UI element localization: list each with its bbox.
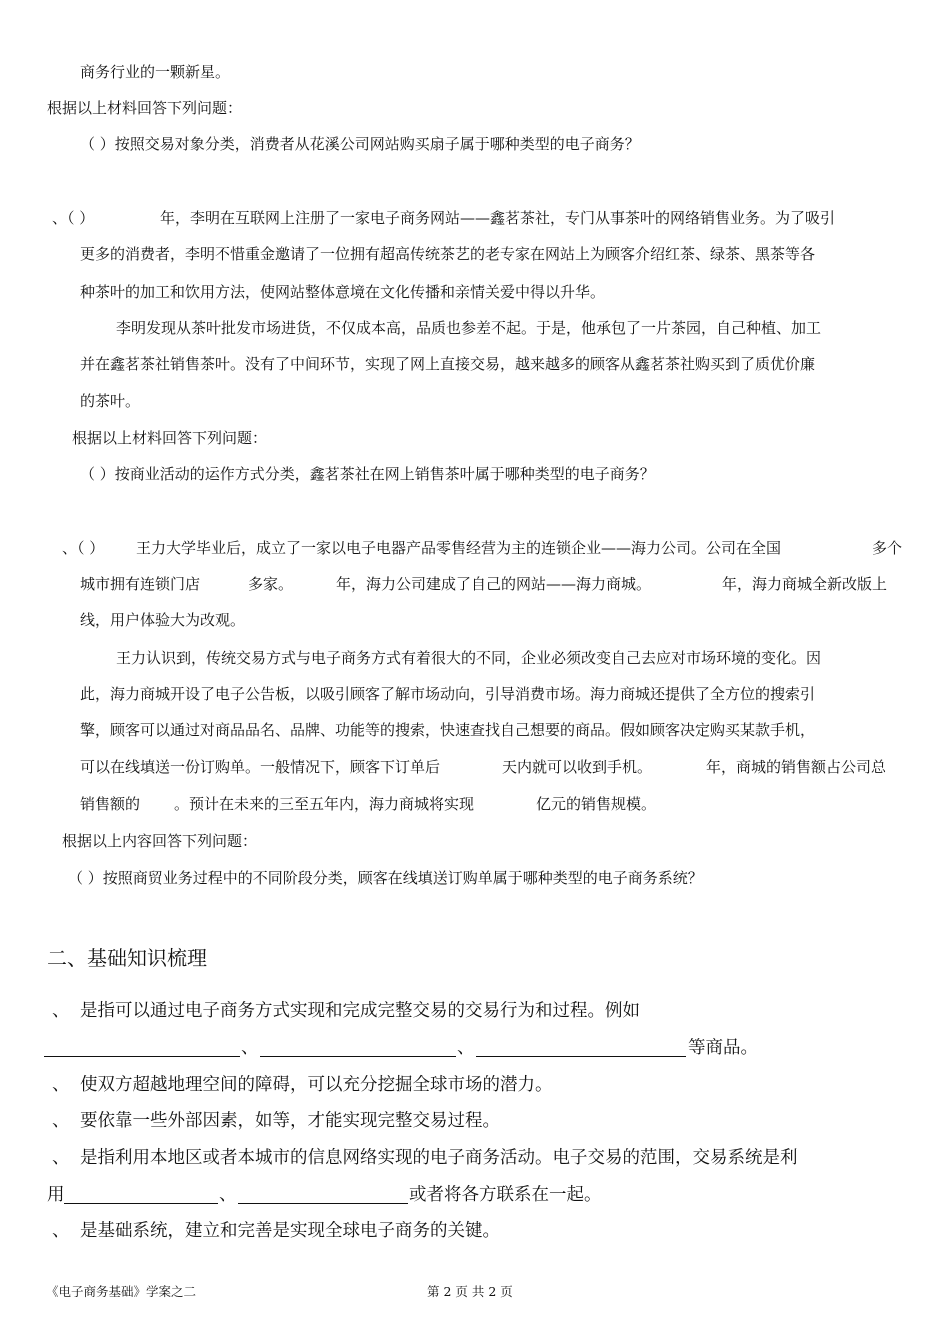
list-item-text: 是指利用本地区或者本城市的信息网络实现的电子商务活动。电子交易的范围，交易系统是利 (80, 1148, 798, 1168)
paragraph-line: 多个 (872, 539, 903, 557)
paragraph-line: 并在鑫茗茶社销售茶叶。没有了中间环节，实现了网上直接交易，越来越多的顾客从鑫茗茶社购买到了质优价廉 (80, 355, 816, 373)
paragraph-line: 天内就可以收到手机。 (502, 758, 653, 776)
paragraph-line: 年，商城的销售额占公司总 (706, 758, 887, 776)
list-item-text: 要依靠一些外部因素，如等，才能实现完整交易过程。 (80, 1111, 500, 1131)
paragraph-line: 的茶叶。 (80, 392, 141, 410)
answer-blank[interactable] (238, 1203, 408, 1204)
paragraph-line: 销售额的 (80, 795, 141, 813)
paragraph-line: 李明发现从茶叶批发市场进货，不仅成本高，品质也参差不起。于是，他承包了一片茶园，自己种植、加工 (116, 319, 822, 337)
item-marker: 、（ ） (52, 209, 95, 227)
question-line: （ ）按照交易对象分类，消费者从花溪公司网站购买扇子属于哪种类型的电子商务？ (80, 135, 640, 153)
footer-page-number: 第 2 页 共 2 页 (427, 1284, 513, 1299)
item-marker: 、 (52, 1075, 70, 1095)
answer-blank[interactable] (44, 1056, 240, 1057)
paragraph-line: 此，海力商城开设了电子公告板，以吸引顾客了解市场动向，引导消费市场。海力商城还提供了全方位的搜索引 (80, 685, 816, 703)
section-heading: 二、基础知识梳理 (47, 946, 207, 970)
paragraph-line: 王力认识到，传统交易方式与电子商务方式有着很大的不同，企业必须改变自己去应对市场环境的变化。因 (116, 649, 822, 667)
paragraph-line: 王力大学毕业后，成立了一家以电子电器产品零售经营为主的连锁企业——海力公司。公司在全国 (136, 539, 782, 557)
footer-course-title: 《电子商务基础》学案之二 (46, 1284, 197, 1299)
question-line: （ ）按照商贸业务过程中的不同阶段分类，顾客在线填送订购单属于哪种类型的电子商务系统？ (68, 869, 703, 887)
list-item-text: 等商品。 (688, 1038, 758, 1058)
paragraph-line: 。预计在未来的三至五年内，海力商城将实现 (174, 795, 475, 813)
paragraph-line: 年，海力公司建成了自己的网站——海力商城。 (336, 575, 652, 593)
question-prompt: 根据以上材料回答下列问题： (47, 99, 243, 117)
item-marker: 、 (52, 1221, 70, 1241)
separator: 、 (241, 1038, 259, 1058)
paragraph-line: 年，李明在互联网上注册了一家电子商务网站——鑫茗茶社，专门从事茶叶的网络销售业务。为了吸引 (160, 209, 836, 227)
separator: 、 (457, 1038, 475, 1058)
item-marker: 、（ ） (62, 539, 105, 557)
paragraph-line: 擎，顾客可以通过对商品品名、品牌、功能等的搜索，快速查找自己想要的商品。假如顾客决定购买某款手机， (80, 721, 816, 739)
paragraph-line: 多家。 (248, 575, 294, 593)
paragraph-line: 种茶叶的加工和饮用方法，使网站整体意境在文化传播和亲情关爱中得以升华。 (80, 283, 606, 301)
question-prompt: 根据以上材料回答下列问题： (72, 429, 268, 447)
answer-blank[interactable] (476, 1056, 686, 1057)
list-item-text: 是基础系统，建立和完善是实现全球电子商务的关键。 (80, 1221, 500, 1241)
question-line: （ ）按商业活动的运作方式分类，鑫茗茶社在网上销售茶叶属于哪种类型的电子商务？ (80, 465, 655, 483)
list-item-text: 或者将各方联系在一起。 (409, 1185, 602, 1205)
separator: 、 (219, 1185, 237, 1205)
paragraph-line: 商务行业的一颗新星。 (80, 63, 231, 81)
list-item-text: 使双方超越地理空间的障碍，可以充分挖掘全球市场的潜力。 (80, 1075, 553, 1095)
paragraph-line: 年，海力商城全新改版上 (722, 575, 888, 593)
paragraph-line: 城市拥有连锁门店 (80, 575, 201, 593)
paragraph-line: 更多的消费者，李明不惜重金邀请了一位拥有超高传统茶艺的老专家在网站上为顾客介绍红茶、绿茶、黑茶等各 (80, 245, 816, 263)
list-item-text: 用 (47, 1185, 65, 1205)
list-item-text: 是指可以通过电子商务方式实现和完成完整交易的交易行为和过程。例如 (80, 1001, 640, 1021)
paragraph-line: 亿元的销售规模。 (536, 795, 657, 813)
answer-blank[interactable] (260, 1056, 456, 1057)
question-prompt: 根据以上内容回答下列问题： (62, 832, 258, 850)
item-marker: 、 (52, 1001, 70, 1021)
item-marker: 、 (52, 1148, 70, 1168)
paragraph-line: 可以在线填送一份订购单。一般情况下，顾客下订单后 (80, 758, 441, 776)
item-marker: 、 (52, 1111, 70, 1131)
answer-blank[interactable] (64, 1203, 218, 1204)
paragraph-line: 线，用户体验大为改观。 (80, 611, 246, 629)
